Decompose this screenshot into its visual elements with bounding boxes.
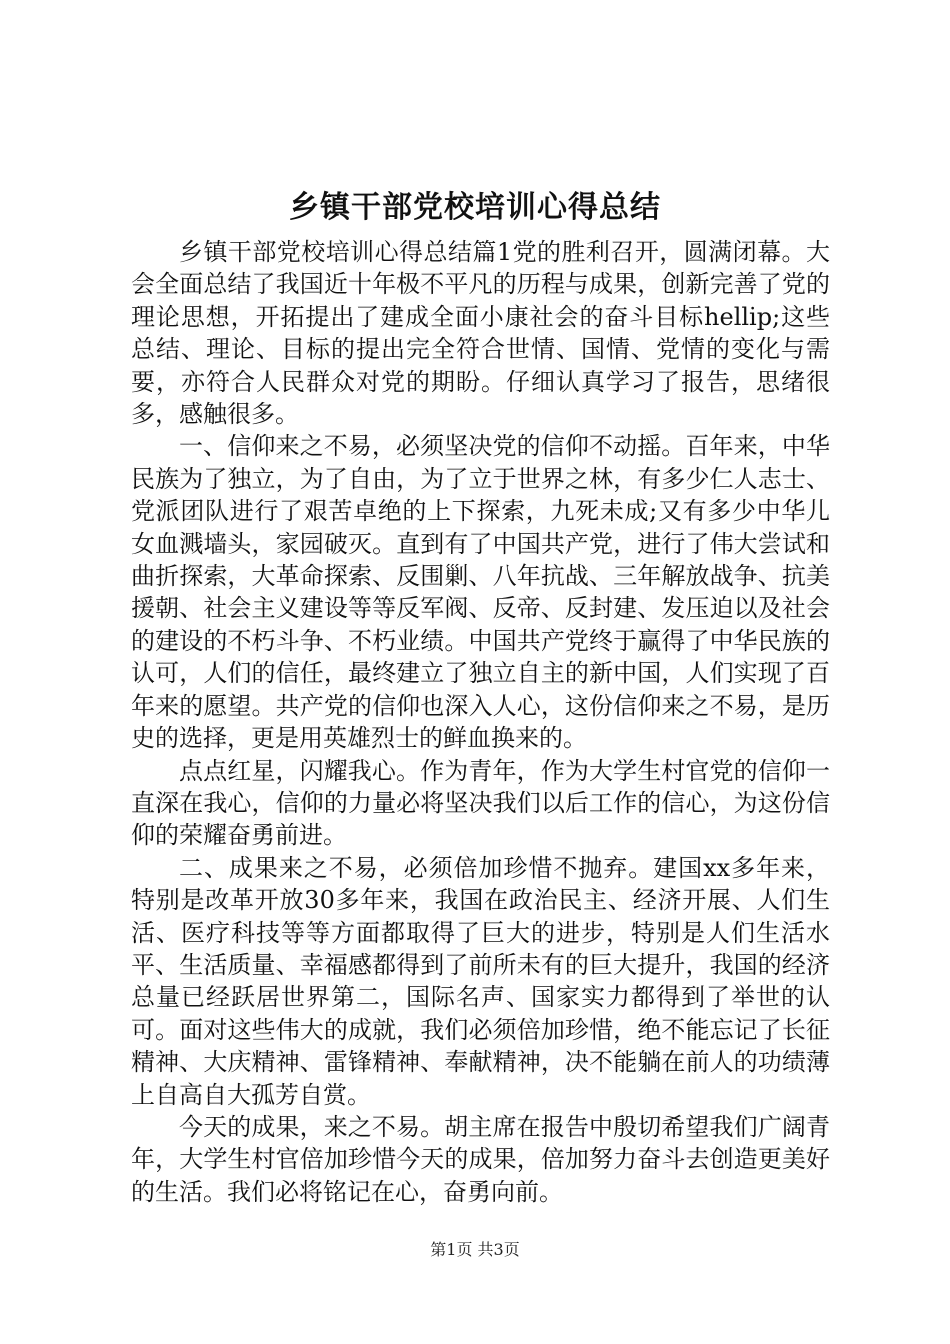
document-title: 乡镇干部党校培训心得总结 [289,190,661,225]
paragraph: 今天的成果，来之不易。胡主席在报告中殷切希望我们广阔青年，大学生村官倍加珍惜今天的成果，倍加努力奋斗去创造更美好的生活。我们必将铭记在心，奋勇向前。 [131,1112,830,1206]
page-footer: 第1页 共3页 [430,1240,520,1259]
paragraph: 一、信仰来之不易，必须坚决党的信仰不动摇。百年来，中华民族为了独立，为了自由，为了立于世界之林，有多少仁人志士、党派团队进行了艰苦卓绝的上下探索，九死未成;又有多少中华儿女血溅墙头，家园破灭。直到有了中国共产党，进行了伟大尝试和曲折探索，大革命探索、反围剿、八年抗战、三年解放战争、抗美援朝、社会主义建设等等反军阀、反帝、反封建、发压迫以及社会的建设的不朽斗争、不朽业绩。中国共产党终于赢得了中华民族的认可，人们的信任，最终建立了独立自主的新中国，人们实现了百年来的愿望。共产党的信仰也深入人心，这份信仰来之不易，是历史的选择，更是用英雄烈士的鲜血换来的。 [131,432,830,753]
paragraph: 点点红星，闪耀我心。作为青年，作为大学生村官党的信仰一直深在我心，信仰的力量必将坚决我们以后工作的信心，为这份信仰的荣耀奋勇前进。 [131,756,830,850]
paragraph: 乡镇干部党校培训心得总结篇1党的胜利召开，圆满闭幕。大会全面总结了我国近十年极不平凡的历程与成果，创新完善了党的理论思想，开拓提出了建成全面小康社会的奋斗目标hellip;这些总结、理论、目标的提出完全符合世情、国情、党情的变化与需要，亦符合人民群众对党的期盼。仔细认真学习了报告，思绪很多，感触很多。 [131,238,830,429]
paragraph: 二、成果来之不易，必须倍加珍惜不抛弃。建国xx多年来，特别是改革开放30多年来，我国在政治民主、经济开展、人们生活、医疗科技等等方面都取得了巨大的进步，特别是人们生活水平、生活质量、幸福感都得到了前所未有的巨大提升，我国的经济总量已经跃居世界第二，国际名声、国家实力都得到了举世的认可。面对这些伟大的成就，我们必须倍加珍惜，绝不能忘记了长征精神、大庆精神、雷锋精神、奉献精神，决不能躺在前人的功绩薄上自高自大孤芳自赏。 [131,853,830,1109]
document-body [131,236,830,1208]
